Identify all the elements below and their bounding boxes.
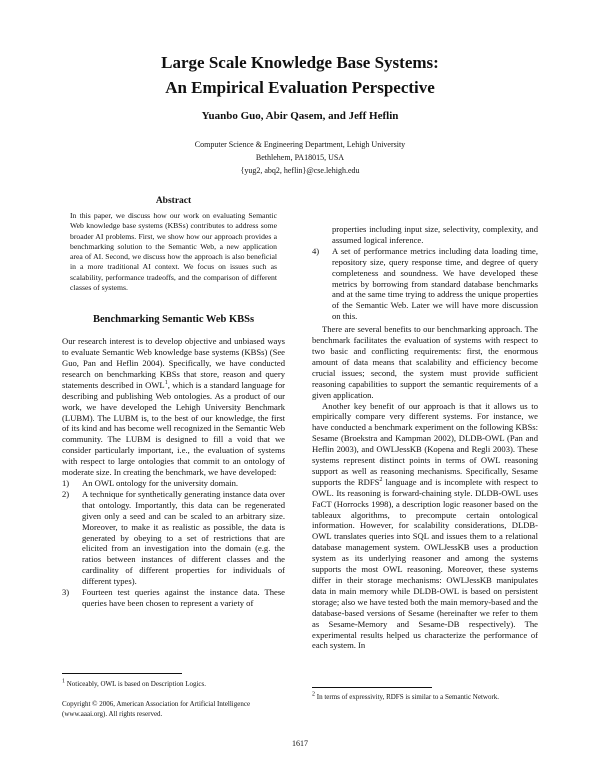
list-item: 2) A technique for synthetically generating instance data over that ontology. Importantly, this data can be regenerated given only a seed and can be scaled to an arbitrary size. Moreover, to make it as realistic as possible, the data is generated by obeying to a set of restrictions that are elicited from an investigation into the domain (e.g. the ratios between instances of different classes and the cardinality of different properties for individuals of different types). — [62, 488, 285, 587]
contribution-list — [62, 478, 285, 609]
page-number: 1617 — [292, 739, 308, 748]
paper-title-line1: Large Scale Knowledge Base Systems: — [161, 53, 439, 72]
abstract-text: In this paper, we discuss how our work on evaluating Semantic Web knowledge base systems (KBSs) contributes to address some broader AI problems. First, we show how our approach provides a benchmarking solution to the Semantic Web, a new application area of AI. Second, we discuss how the approach is also beneficial in a more traditional AI context. We focus on issues such as scalability, performance tradeoffs, and the comparison of different classes of systems. — [70, 210, 277, 292]
list-item: 1) An OWL ontology for the university domain. — [62, 477, 239, 488]
section-paragraph-1: Our research interest is to develop objective and unbiased ways to evaluate Semantic Web knowledge base systems (KBSs) (See Guo, Pan and Heflin 2004). Specifically, we have conducted research on benchmarking KBSs that store, reason and query statements described in OWL$^1$, which is a standard language for describing and publishing Web ontologies. As a product of our work, we have developed the Lehigh University Benchmark (LUBM). The LUBM is, to the best of our knowledge, the first of its kind and has become well recognized in the Semantic Web community. The LUBM is designed to fill a void that we consider particularly important, i.e., the evaluation of systems with respect to large ontologies that commit to an ontology of moderate size. In creating the benchmark, we have developed: — [62, 336, 285, 478]
left-column — [62, 196, 285, 609]
footnote-1: $^1$ Noticeably, OWL is based on Description Logics. — [62, 678, 207, 688]
paper-title-line2: An Empirical Evaluation Perspective — [165, 78, 435, 97]
abstract-title: Abstract — [155, 196, 192, 206]
list-item: properties including input size, selectivity, complexity, and assumed logical inference. — [332, 224, 538, 245]
right-column — [312, 224, 538, 651]
footnote-rule-left — [62, 673, 182, 674]
copyright: Copyright © 2006, American Association for Artificial Intelligence (www.aaai.org). All rights reserved. — [62, 700, 251, 718]
section-title: Benchmarking Semantic Web KBSs — [92, 314, 255, 326]
list-item: 3) Fourteen test queries against the instance data. These queries have been chosen to represent a variety of — [62, 587, 285, 608]
email: {yug2, abq2, heflin}@cse.lehigh.edu — [240, 166, 360, 175]
footnote-rule-right — [312, 687, 432, 688]
section-paragraph-2: There are several benefits to our benchmarking approach. The benchmark facilitates the evaluation of systems with respect to two basic and conflicting requirements: first, the enormous amount of data means that scalability and efficiency become crucial issues; second, the system must provide sufficient reasoning capabilities to support the semantic requirements of a given application. — [312, 324, 538, 400]
address: Bethlehem, PA18015, USA — [255, 153, 345, 162]
list-item: 4) A set of performance metrics including data loading time, repository size, query response time, and degree of query completeness and soundness. We have developed these metrics by borrowing from standard database benchmarks and at the same time trying to address the unique properties of the Semantic Web. Later we will have more discussion on this. — [312, 245, 538, 322]
footnote-2: $^2$ In terms of expressivity, RDFS is similar to a Semantic Network. — [312, 691, 500, 701]
authors: Yuanbo Guo, Abir Qasem, and Jeff Heflin — [201, 110, 399, 122]
contribution-list-continued — [312, 224, 538, 322]
section-paragraph-3: Another key benefit of our approach is that it allows us to empirically compare very different systems. For instance, we have conducted a benchmark experiment on the following KBSs: Sesame (Broekstra and Kampman 2002), DLDB-OWL (Pan and Heflin 2003), and OWLJessKB (Kopena and Regli 2003). These systems represent distinct points in terms of OWL reasoning support as well as reasoning mechanisms. Specifically, Sesame supports the RDFS$^2$ language and is incomplete with respect to OWL. Its reasoning is forward-chaining style. DLDB-OWL uses FaCT (Horrocks 1998), a description logic reasoner based on the tableaux algorithms, to precompute certain ontological information. However, for scalability considerations, DLDB-OWL translates queries into SQL and issues them to a relational database management system. OWLJessKB uses a production system as its underlying reasoner and among the systems supports the most OWL reasoning. Moreover, these systems differ in their storage mechanisms: OWLJessKB manipulates data in main memory while DLDB-OWL is based on persistent storage; also we have tested both the main memory-based and the database-based versions of Sesame (hereinafter we refer to them as Sesame-Memory and Sesame-DB respectively). The experimental results helped us characterize the performance of each system. In — [312, 400, 538, 651]
affiliation: Computer Science & Engineering Department, Lehigh University — [194, 140, 406, 149]
